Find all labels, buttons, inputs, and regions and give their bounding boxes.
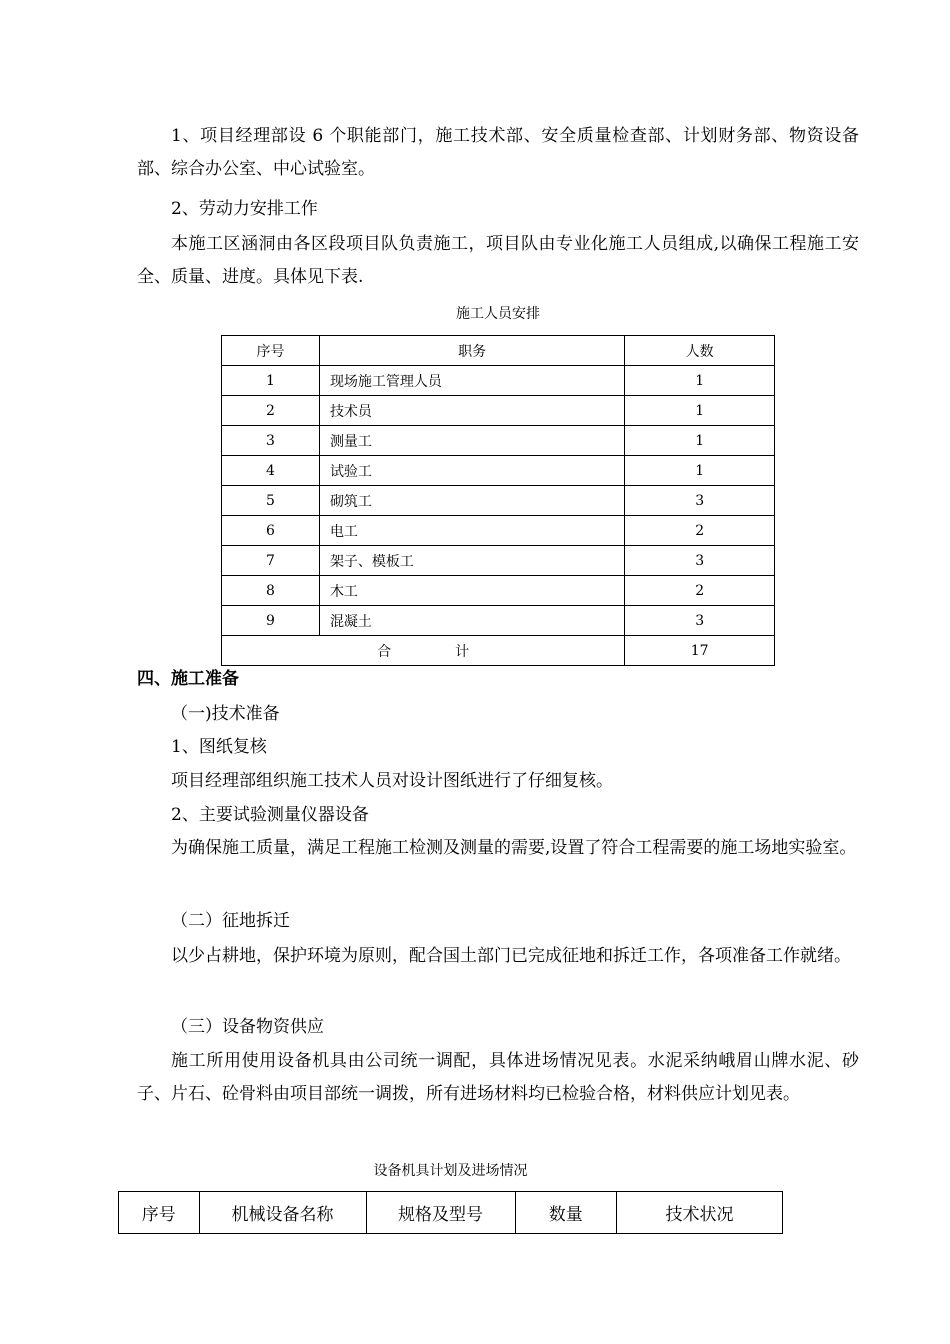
header-count: 人数 [625, 336, 775, 366]
cell-count: 3 [625, 486, 775, 516]
cell-count: 1 [625, 396, 775, 426]
cell-count: 2 [625, 516, 775, 546]
cell-job: 架子、模板工 [319, 546, 624, 576]
table-row [222, 456, 775, 486]
paragraph-equipment-supply: 施工所用使用设备机具由公司统一调配，具体进场情况见表。水泥采纳峨眉山牌水泥、砂子、片石、砼骨料由项目部统一调拨，所有进场材料均已检验合格，材料供应计划见表。 [137, 1051, 859, 1104]
cell-job: 混凝土 [319, 606, 624, 636]
header-quantity: 数量 [515, 1192, 616, 1234]
table-row [222, 516, 775, 546]
paragraph-instruments: 为确保施工质量，满足工程施工检测及测量的需要,设置了符合工程需要的施工场地实验室。 [171, 838, 857, 858]
cell-no: 6 [222, 516, 320, 546]
table-row [222, 606, 775, 636]
staff-table-header-row [222, 336, 775, 366]
cell-no: 3 [222, 426, 320, 456]
total-count: 17 [625, 636, 775, 666]
cell-count: 3 [625, 546, 775, 576]
paragraph-drawing-review: 项目经理部组织施工技术人员对设计图纸进行了仔细复核。 [171, 771, 613, 791]
paragraph-departments: 1、项目经理部设 6 个职能部门，施工技术部、安全质量检查部、计划财务部、物资设备部、综合办公室、中心试验室。 [137, 126, 859, 179]
item-labor-arrangement: 2、劳动力安排工作 [171, 199, 318, 219]
cell-job: 木工 [319, 576, 624, 606]
item-instruments: 2、主要试验测量仪器设备 [171, 805, 369, 825]
header-spec-model: 规格及型号 [366, 1192, 515, 1234]
cell-job: 测量工 [319, 426, 624, 456]
cell-count: 3 [625, 606, 775, 636]
table-row [222, 426, 775, 456]
sub-technical-prep: （一)技术准备 [171, 704, 280, 724]
total-label-b: 计 [455, 643, 470, 660]
staff-table-caption: 施工人员安排 [456, 306, 540, 322]
sub-equipment-supply: （三）设备物资供应 [171, 1017, 324, 1037]
equipment-table [118, 1191, 783, 1234]
equipment-table-caption: 设备机具计划及进场情况 [373, 1163, 528, 1179]
header-job: 职务 [319, 336, 624, 366]
total-label-a: 合 [377, 643, 392, 660]
cell-job: 砌筑工 [319, 486, 624, 516]
header-no: 序号 [119, 1192, 200, 1234]
cell-no: 8 [222, 576, 320, 606]
cell-no: 5 [222, 486, 320, 516]
total-label [222, 636, 625, 666]
cell-job: 电工 [319, 516, 624, 546]
cell-no: 9 [222, 606, 320, 636]
sub-land-acquisition: （二）征地拆迁 [171, 911, 290, 931]
table-row [222, 486, 775, 516]
table-row [222, 396, 775, 426]
cell-no: 4 [222, 456, 320, 486]
table-row [222, 576, 775, 606]
table-row [222, 366, 775, 396]
staff-table [221, 335, 775, 666]
cell-job: 现场施工管理人员 [319, 366, 624, 396]
item-drawing-review: 1、图纸复核 [171, 737, 267, 757]
total-row [222, 636, 775, 666]
equipment-table-header-row [119, 1192, 783, 1234]
paragraph-land-acquisition: 以少占耕地，保护环境为原则，配合国土部门已完成征地和拆迁工作，各项准备工作就绪。 [171, 946, 851, 966]
cell-count: 1 [625, 366, 775, 396]
header-equipment-name: 机械设备名称 [199, 1192, 366, 1234]
cell-no: 7 [222, 546, 320, 576]
table-row [222, 546, 775, 576]
header-tech-status: 技术状况 [617, 1192, 783, 1234]
cell-count: 1 [625, 426, 775, 456]
cell-no: 1 [222, 366, 320, 396]
cell-count: 2 [625, 576, 775, 606]
cell-count: 1 [625, 456, 775, 486]
cell-job: 试验工 [319, 456, 624, 486]
paragraph-labor: 本施工区涵洞由各区段项目队负责施工，项目队由专业化施工人员组成,以确保工程施工安全、质量、进度。具体见下表. [137, 234, 859, 287]
section-heading: 四、施工准备 [137, 669, 239, 689]
cell-job: 技术员 [319, 396, 624, 426]
cell-no: 2 [222, 396, 320, 426]
header-no: 序号 [222, 336, 320, 366]
